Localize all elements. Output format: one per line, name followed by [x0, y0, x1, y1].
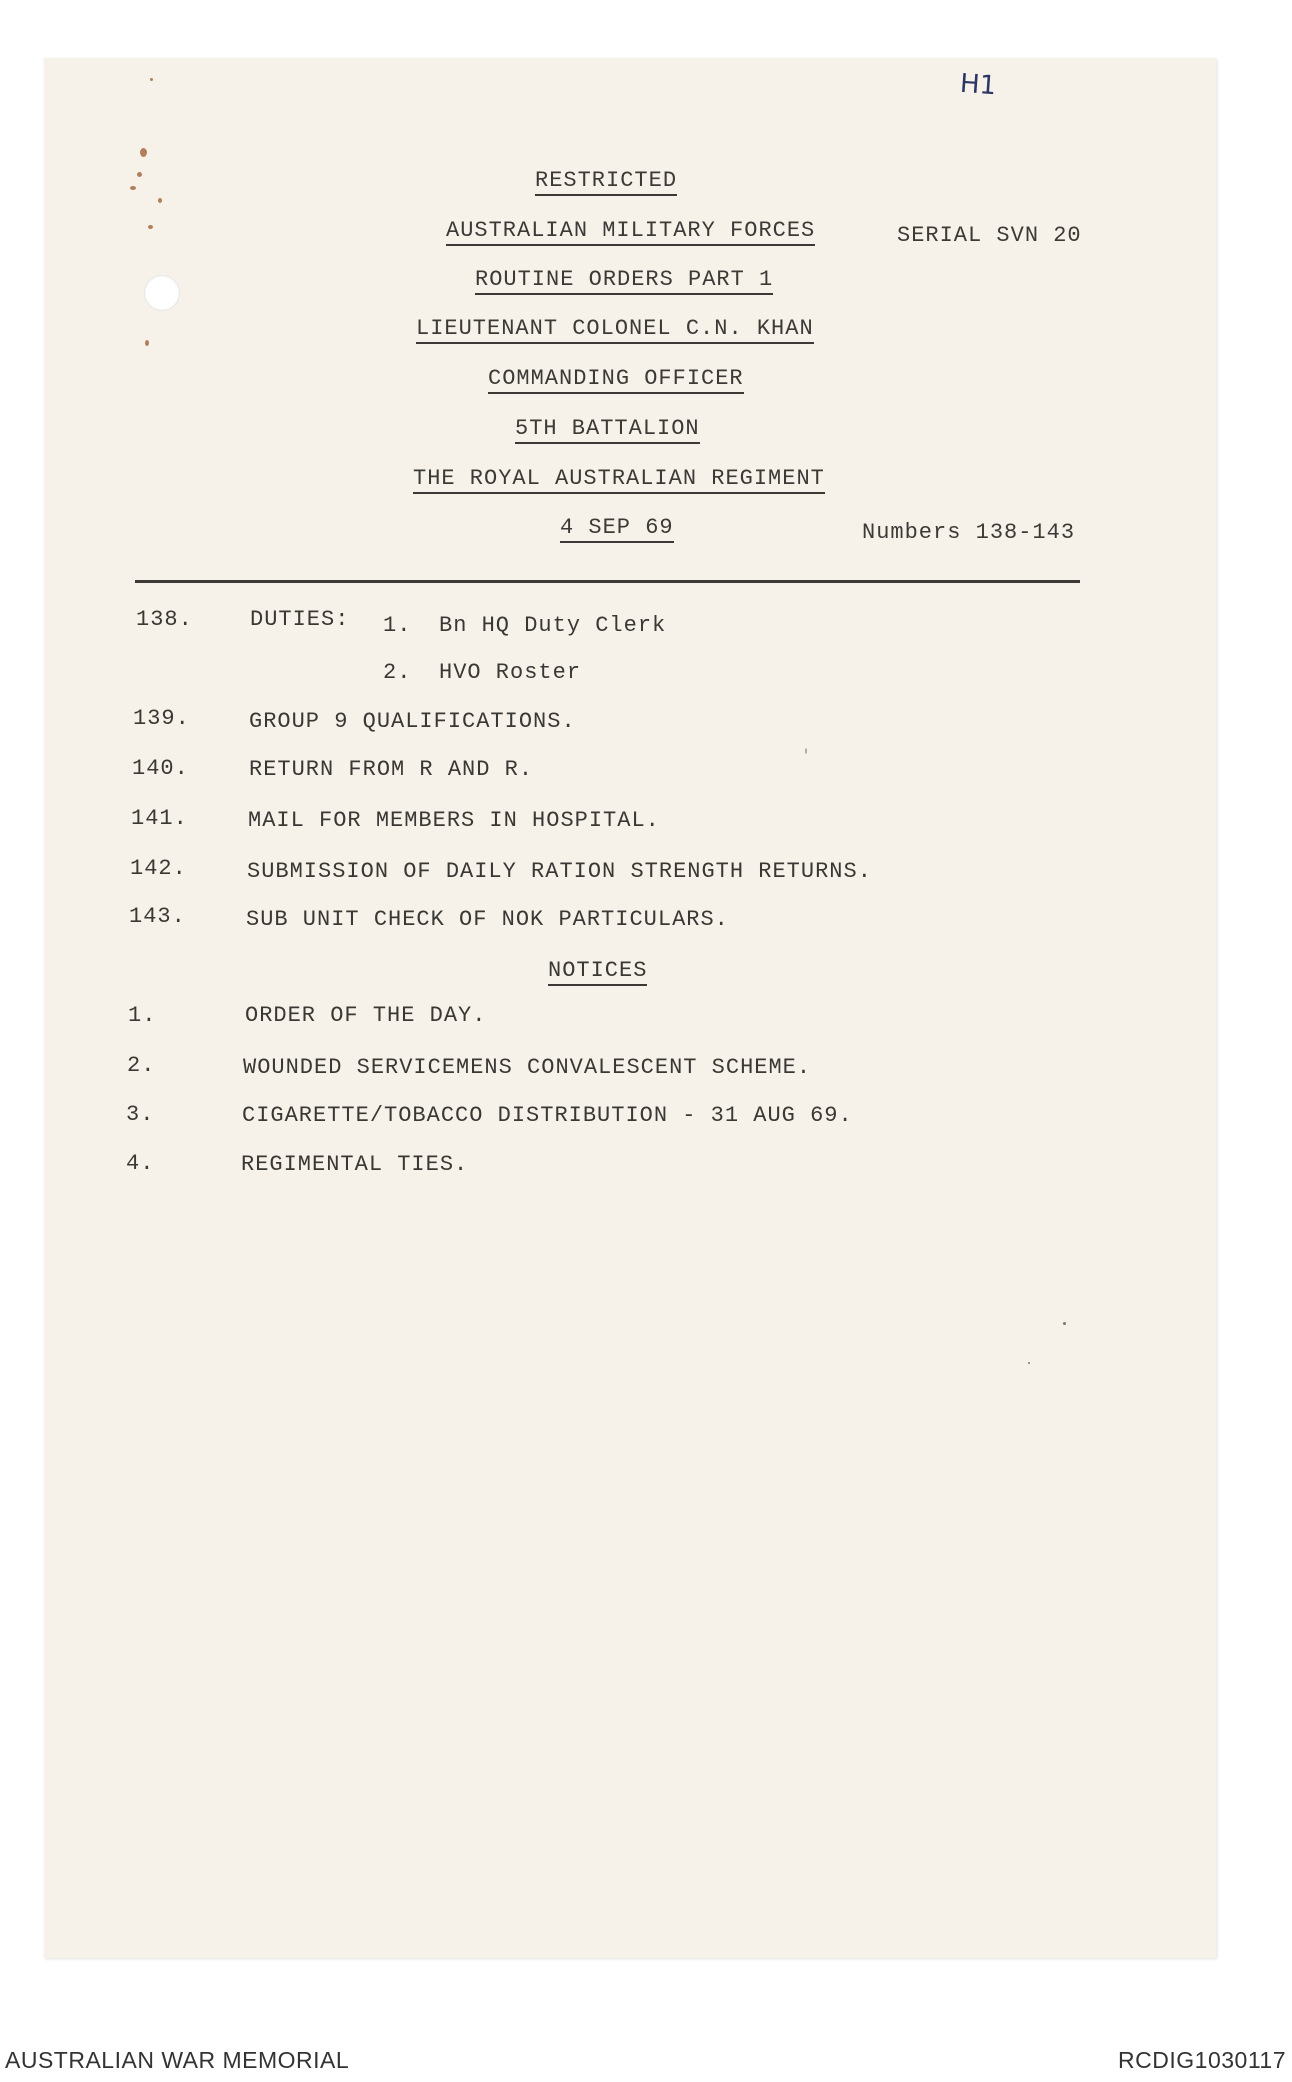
order-title: GROUP 9 QUALIFICATIONS.	[249, 709, 576, 734]
footer-id: RCDIG1030117	[1118, 2047, 1286, 2073]
duty-number: 2.	[383, 660, 412, 685]
order-number: 142.	[130, 856, 187, 881]
notice-title: REGIMENTAL TIES.	[241, 1152, 469, 1177]
notice-title: CIGARETTE/TOBACCO DISTRIBUTION - 31 AUG 69.	[242, 1103, 853, 1128]
paper-speck	[1063, 1322, 1066, 1325]
order-number: 138.	[136, 607, 193, 632]
notice-number: 1.	[128, 1003, 157, 1028]
order-number: 140.	[132, 756, 189, 781]
order-title: DUTIES:	[250, 607, 350, 632]
notices-heading: NOTICES	[548, 958, 647, 986]
regiment-name: THE ROYAL AUSTRALIAN REGIMENT	[413, 466, 825, 494]
order-number: 141.	[131, 806, 188, 831]
order-title: SUB UNIT CHECK OF NOK PARTICULARS.	[246, 907, 729, 932]
rust-stain	[150, 78, 153, 81]
order-number: 143.	[129, 904, 186, 929]
rust-stain	[137, 172, 142, 177]
duty-item: Bn HQ Duty Clerk	[439, 613, 667, 638]
battalion-name: 5TH BATTALION	[515, 416, 700, 444]
commander-name: LIEUTENANT COLONEL C.N. KHAN	[416, 316, 814, 344]
footer-source: AUSTRALIAN WAR MEMORIAL	[5, 2047, 350, 2073]
notice-number: 3.	[126, 1102, 155, 1127]
duty-number: 1.	[383, 613, 412, 638]
order-title: RETURN FROM R AND R.	[249, 757, 534, 782]
forces-title: AUSTRALIAN MILITARY FORCES	[446, 218, 815, 246]
header-divider	[135, 580, 1080, 583]
serial-number: SERIAL SVN 20	[897, 223, 1082, 248]
rust-stain	[148, 225, 153, 229]
rust-stain	[145, 340, 149, 346]
notice-title: WOUNDED SERVICEMENS CONVALESCENT SCHEME.	[243, 1055, 812, 1080]
order-numbers: Numbers 138-143	[862, 520, 1076, 545]
notice-number: 4.	[126, 1151, 155, 1176]
order-number: 139.	[133, 706, 190, 731]
handwritten-note: H1	[958, 68, 998, 102]
restricted-label: RESTRICTED	[535, 168, 677, 196]
punch-hole	[144, 275, 180, 311]
notice-title: ORDER OF THE DAY.	[245, 1003, 487, 1028]
rust-stain	[140, 148, 147, 157]
duty-item: HVO Roster	[439, 660, 582, 685]
rust-stain	[130, 186, 136, 190]
rust-stain	[158, 198, 162, 203]
paper-speck	[1028, 1362, 1030, 1364]
routine-orders-title: ROUTINE ORDERS PART 1	[475, 267, 773, 295]
notice-number: 2.	[127, 1053, 156, 1078]
commander-role: COMMANDING OFFICER	[488, 366, 744, 394]
paper-speck	[805, 748, 807, 754]
order-title: SUBMISSION OF DAILY RATION STRENGTH RETURNS.	[247, 859, 872, 884]
order-date: 4 SEP 69	[560, 515, 674, 543]
order-title: MAIL FOR MEMBERS IN HOSPITAL.	[248, 808, 660, 833]
